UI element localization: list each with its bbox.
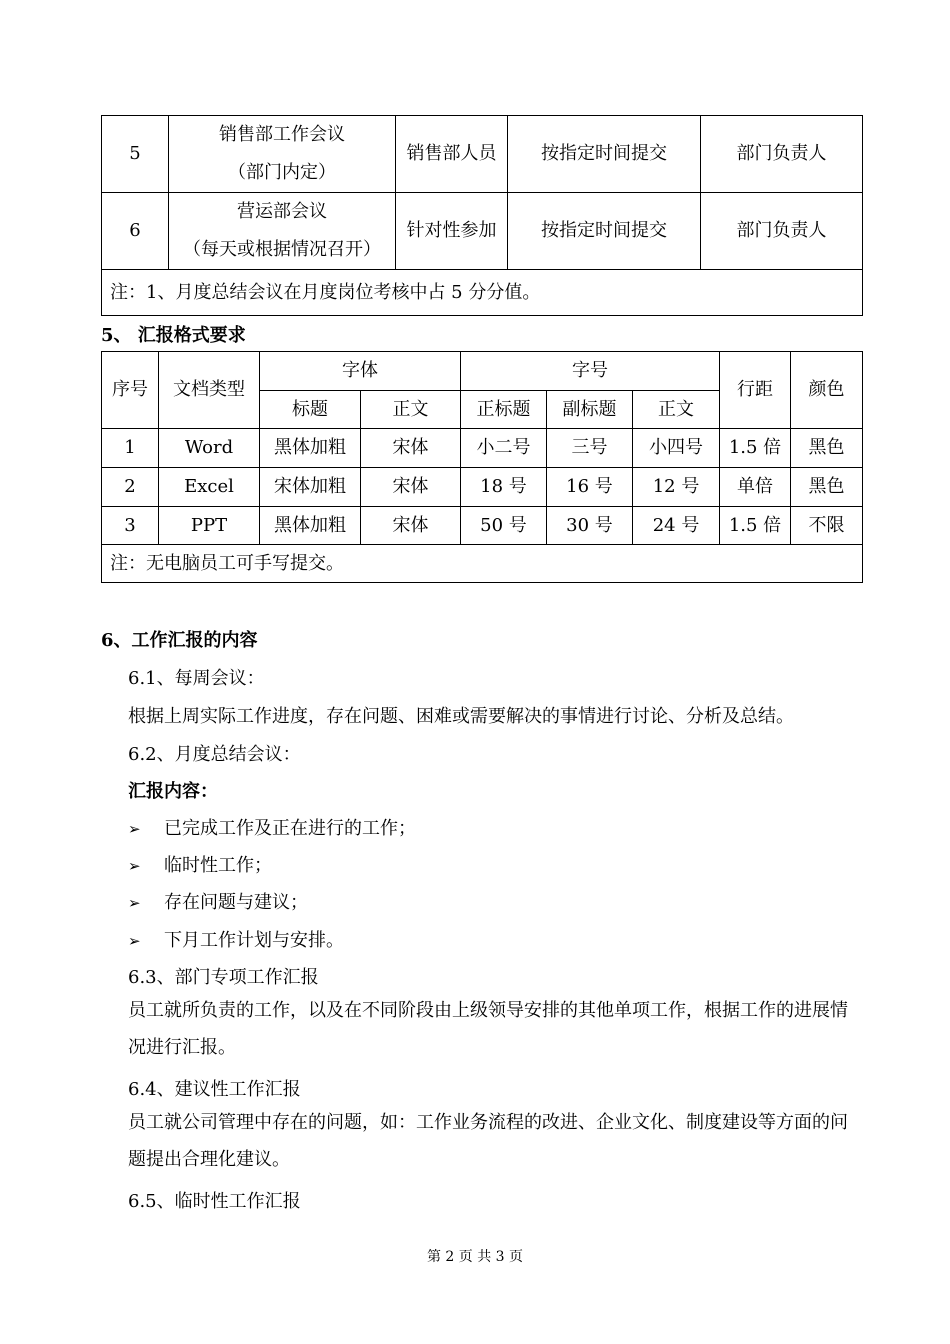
row-seq: 1 xyxy=(102,429,159,468)
table-row xyxy=(102,429,863,468)
meeting-participants: 销售部人员 xyxy=(396,116,508,193)
row-main-title-size: 小二号 xyxy=(461,429,547,468)
table-row xyxy=(102,507,863,545)
row-main-title-size: 50 号 xyxy=(461,507,547,545)
meeting-name-line1: 销售部工作会议 xyxy=(219,124,345,145)
header-size: 字号 xyxy=(461,352,720,391)
row-type: Word xyxy=(159,429,260,468)
row-color: 黑色 xyxy=(791,429,863,468)
s61-title: 6.1、每周会议： xyxy=(128,668,265,689)
meetings-table xyxy=(101,115,863,316)
row-body-font: 宋体 xyxy=(361,507,461,545)
meeting-name-line1: 营运部会议 xyxy=(237,201,327,222)
meeting-submission: 按指定时间提交 xyxy=(508,193,701,270)
s64-title: 6.4、建议性工作汇报 xyxy=(128,1079,301,1100)
list-item-text: 下月工作计划与安排。 xyxy=(164,930,344,951)
table-note-row xyxy=(102,270,863,316)
meeting-num: 6 xyxy=(102,193,169,270)
row-subtitle-size: 30 号 xyxy=(547,507,633,545)
row-body-size: 24 号 xyxy=(633,507,720,545)
row-type: Excel xyxy=(159,468,260,507)
row-body-font: 宋体 xyxy=(361,429,461,468)
section5-heading: 5、 汇报格式要求 xyxy=(101,325,246,346)
meeting-num: 5 xyxy=(102,116,169,193)
header-font-body: 正文 xyxy=(361,391,461,429)
meeting-owner: 部门负责人 xyxy=(701,193,863,270)
s63-title: 6.3、部门专项工作汇报 xyxy=(128,967,319,988)
list-item xyxy=(128,888,308,914)
list-item xyxy=(128,851,272,877)
row-seq: 2 xyxy=(102,468,159,507)
header-size-subtitle: 副标题 xyxy=(547,391,633,429)
table-header-row xyxy=(102,352,863,391)
arrow-bullet-icon: ➢ xyxy=(128,894,141,912)
meeting-submission: 按指定时间提交 xyxy=(508,116,701,193)
header-seq: 序号 xyxy=(102,352,159,429)
s63-text: 员工就所负责的工作，以及在不同阶段由上级领导安排的其他单项工作，根据工作的进展情况进行汇报。 xyxy=(128,1000,848,1058)
meeting-name xyxy=(169,193,396,270)
header-line-spacing: 行距 xyxy=(720,352,791,429)
s65-title: 6.5、临时性工作汇报 xyxy=(128,1191,301,1212)
header-color: 颜色 xyxy=(791,352,863,429)
arrow-bullet-icon: ➢ xyxy=(128,820,141,838)
s64-text: 员工就公司管理中存在的问题，如：工作业务流程的改进、企业文化、制度建设等方面的问题提出合理化建议。 xyxy=(128,1112,848,1170)
list-item-text: 存在问题与建议； xyxy=(164,892,308,913)
row-body-size: 小四号 xyxy=(633,429,720,468)
meetings-note: 注：1、月度总结会议在月度岗位考核中占 5 分分值。 xyxy=(102,270,863,316)
header-font-title: 标题 xyxy=(260,391,361,429)
table-row xyxy=(102,193,863,270)
header-size-body: 正文 xyxy=(633,391,720,429)
page-footer: 第 2 页 共 3 页 xyxy=(426,1249,524,1265)
meeting-owner: 部门负责人 xyxy=(701,116,863,193)
table-row xyxy=(102,468,863,507)
meeting-participants: 针对性参加 xyxy=(396,193,508,270)
meeting-name xyxy=(169,116,396,193)
list-item-text: 已完成工作及正在进行的工作； xyxy=(164,818,416,839)
row-spacing: 1.5 倍 xyxy=(720,507,791,545)
arrow-bullet-icon: ➢ xyxy=(128,857,141,875)
s61-text: 根据上周实际工作进度，存在问题、困难或需要解决的事情进行讨论、分析及总结。 xyxy=(128,706,794,727)
row-seq: 3 xyxy=(102,507,159,545)
s62-title: 6.2、月度总结会议： xyxy=(128,744,301,765)
row-type: PPT xyxy=(159,507,260,545)
row-main-title-size: 18 号 xyxy=(461,468,547,507)
format-note: 注：无电脑员工可手写提交。 xyxy=(102,545,863,583)
header-size-main-title: 正标题 xyxy=(461,391,547,429)
s62-subtitle: 汇报内容： xyxy=(128,781,218,802)
list-item xyxy=(128,814,416,840)
section6-heading: 6、工作汇报的内容 xyxy=(101,630,258,651)
row-body-size: 12 号 xyxy=(633,468,720,507)
list-item xyxy=(128,926,344,952)
row-title-font: 黑体加粗 xyxy=(260,507,361,545)
list-item-text: 临时性工作； xyxy=(164,855,272,876)
format-table xyxy=(101,351,863,583)
table-row xyxy=(102,116,863,193)
row-title-font: 黑体加粗 xyxy=(260,429,361,468)
row-body-font: 宋体 xyxy=(361,468,461,507)
header-font: 字体 xyxy=(260,352,461,391)
row-title-font: 宋体加粗 xyxy=(260,468,361,507)
row-color: 不限 xyxy=(791,507,863,545)
arrow-bullet-icon: ➢ xyxy=(128,932,141,950)
row-subtitle-size: 三号 xyxy=(547,429,633,468)
header-doc-type: 文档类型 xyxy=(159,352,260,429)
row-spacing: 1.5 倍 xyxy=(720,429,791,468)
meeting-name-line2: （部门内定） xyxy=(228,162,336,183)
table-note-row xyxy=(102,545,863,583)
meeting-name-line2: （每天或根据情况召开） xyxy=(183,239,381,260)
row-spacing: 单倍 xyxy=(720,468,791,507)
row-subtitle-size: 16 号 xyxy=(547,468,633,507)
row-color: 黑色 xyxy=(791,468,863,507)
